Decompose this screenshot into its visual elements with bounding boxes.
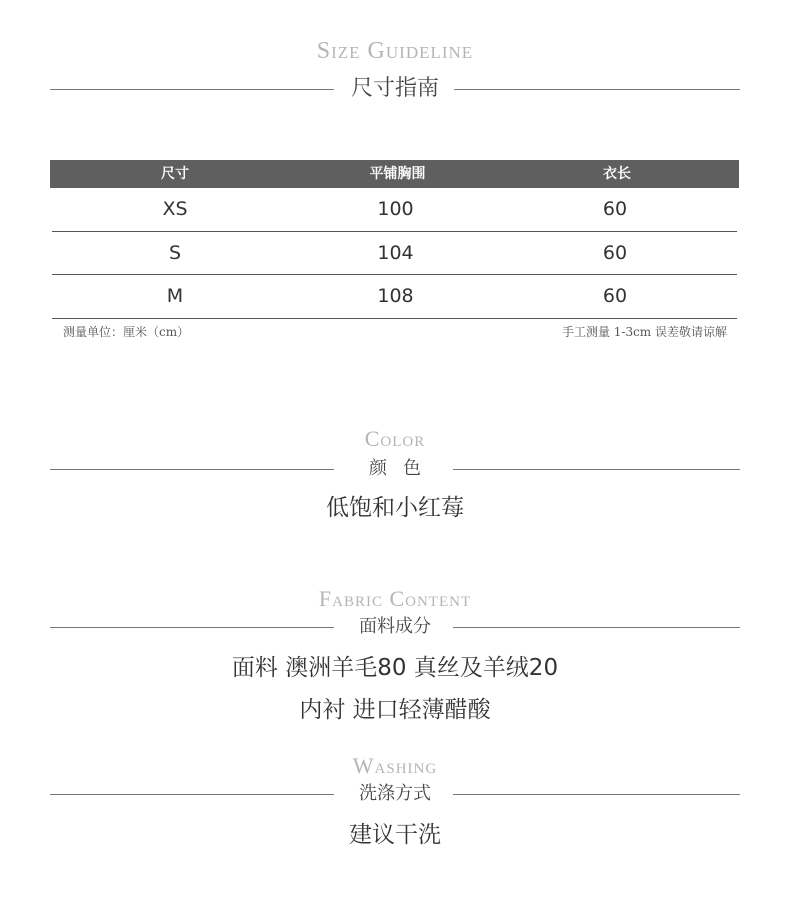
washing-zh-title: 洗涤方式 (359, 783, 431, 804)
cell-length: 60 (602, 285, 628, 307)
color-en-title: Color (364, 426, 426, 451)
size-table (50, 160, 739, 319)
table-row (52, 188, 737, 232)
color-zh-title: 颜色 (369, 458, 437, 479)
cell-chest: 100 (377, 198, 414, 220)
cell-size: S (168, 241, 182, 264)
fabric-shell-composition: 面料 澳洲羊毛80 真丝及羊绒20 (231, 655, 559, 681)
size-guideline-zh-title: 尺寸指南 (350, 76, 439, 101)
cell-length: 60 (602, 198, 628, 220)
cell-chest: 108 (377, 285, 414, 307)
measurement-unit-note: 测量单位：厘米（cm） (63, 325, 190, 339)
cell-chest: 104 (377, 241, 414, 264)
divider-right (453, 469, 740, 470)
size-guideline-en-title: Size Guideline (316, 38, 474, 64)
color-title-row (50, 454, 740, 484)
column-header-size: 尺寸 (161, 166, 189, 182)
measurement-error-note: 手工测量 1-3cm 误差敬请谅解 (561, 325, 727, 339)
size-table-header (50, 160, 739, 188)
fabric-zh-title: 面料成分 (359, 616, 431, 637)
fabric-title-row (50, 612, 740, 642)
column-header-chest: 平铺胸围 (369, 166, 426, 182)
washing-en-title: Washing (352, 753, 438, 778)
column-header-length: 衣长 (603, 166, 631, 182)
size-guideline-title-row (50, 74, 740, 104)
table-row (52, 275, 737, 319)
cell-size: XS (162, 198, 188, 220)
washing-instruction: 建议干洗 (349, 822, 441, 848)
washing-title-row (50, 779, 740, 809)
cell-length: 60 (602, 241, 628, 264)
fabric-lining-composition: 内衬 进口轻薄醋酸 (299, 697, 491, 723)
table-row (52, 232, 737, 276)
cell-size: M (166, 285, 184, 307)
divider-right (454, 89, 740, 90)
divider-right (453, 627, 740, 628)
color-value: 低饱和小红莓 (326, 495, 464, 521)
fabric-en-title: Fabric Content (318, 586, 472, 611)
divider-right (453, 794, 740, 795)
